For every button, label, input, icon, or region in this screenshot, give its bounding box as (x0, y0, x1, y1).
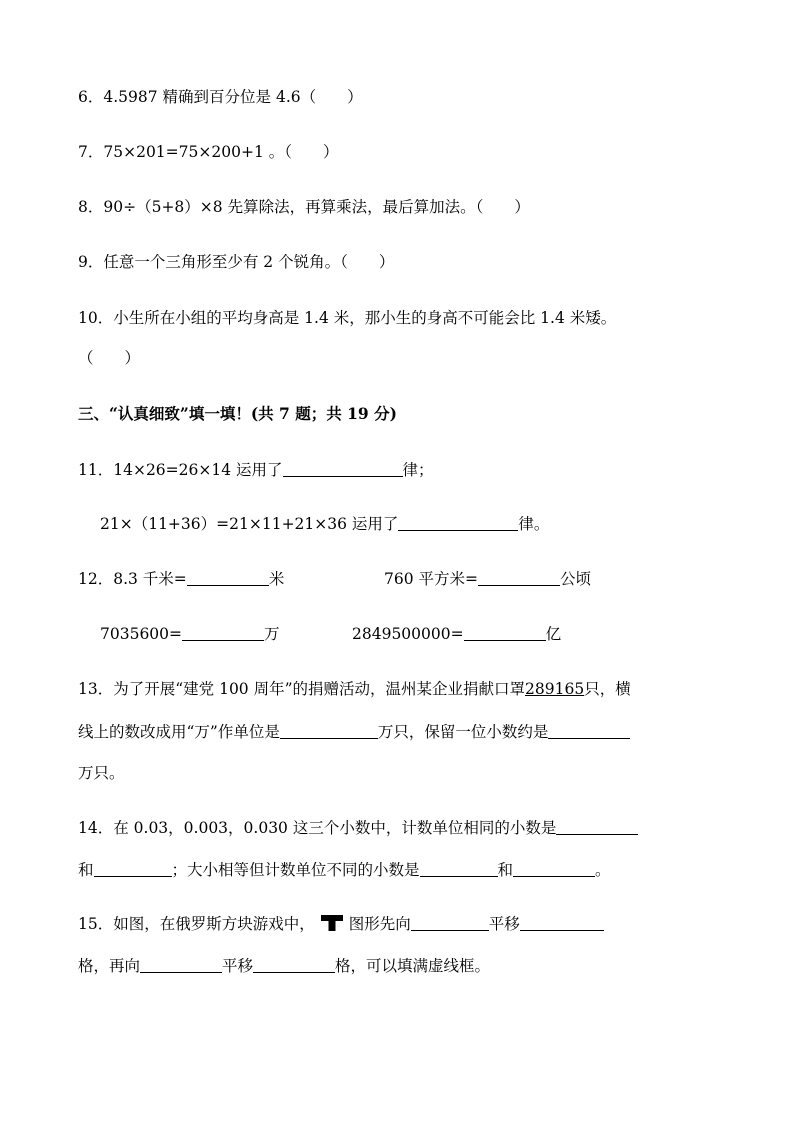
question-text: 760 平方米= (384, 570, 478, 588)
question-14-line-2 (78, 860, 611, 880)
question-number: 13． (78, 680, 114, 698)
question-text: 75×201=75×200+1 。（ ） (103, 143, 339, 161)
question-15 (78, 914, 604, 934)
question-number: 9． (78, 253, 104, 271)
question-12-part-2 (384, 569, 591, 589)
question-text: 只，横 (584, 680, 631, 698)
question-number: 15． (78, 915, 114, 933)
question-text: 8.3 千米= (113, 570, 187, 588)
question-11-part-2 (100, 514, 549, 534)
question-text: 律。 (518, 515, 550, 533)
question-12-part-3 (100, 624, 280, 644)
question-text: 4.5987 精确到百分位是 4.6（ ） (103, 88, 363, 106)
answer-blank[interactable] (520, 915, 604, 931)
question-text: 平移 (488, 915, 520, 933)
question-text: 和 (497, 861, 514, 879)
question-text: 任意一个三角形至少有 2 个锐角。（ ） (103, 253, 395, 271)
question-10 (78, 308, 616, 328)
answer-blank[interactable] (478, 570, 560, 586)
question-14 (78, 818, 638, 838)
question-text: 公顷 (560, 570, 592, 588)
answer-blank[interactable] (556, 819, 638, 835)
answer-blank[interactable] (464, 625, 546, 641)
answer-blank[interactable] (280, 723, 378, 739)
question-8 (78, 197, 530, 217)
answer-blank[interactable] (283, 461, 403, 477)
question-number: 8． (78, 198, 104, 216)
answer-blank[interactable] (253, 957, 335, 973)
answer-blank[interactable] (411, 915, 489, 931)
question-number: 11． (78, 461, 114, 479)
answer-blank[interactable] (140, 957, 222, 973)
tetromino-t-icon (321, 915, 343, 931)
question-number: 10． (78, 309, 114, 327)
underlined-number: 289165 (525, 680, 585, 698)
question-text: 为了开展“建党 100 周年”的捐赠活动，温州某企业捐献口罩 (113, 680, 526, 698)
question-6 (78, 87, 363, 107)
answer-blank[interactable] (187, 570, 269, 586)
question-text: 7035600= (100, 625, 183, 643)
question-text: 亿 (545, 625, 562, 643)
answer-blank[interactable] (420, 861, 498, 877)
question-text: 14×26=26×14 运用了 (113, 461, 283, 479)
question-text: 在 0.03，0.003，0.030 这三个小数中，计数单位相同的小数是 (113, 819, 557, 837)
question-text: 格，可以填满虚线框。 (335, 957, 491, 975)
question-7 (78, 142, 338, 162)
answer-paren: （ ） (78, 349, 141, 367)
question-number: 12． (78, 570, 114, 588)
answer-blank[interactable] (513, 861, 595, 877)
question-12 (78, 569, 284, 589)
question-text: 如图，在俄罗斯方块游戏中， (113, 915, 315, 933)
section-heading: 三、“认真细致”填一填！(共 7 题；共 19 分) (78, 404, 397, 423)
question-number: 6． (78, 88, 104, 106)
question-text: 万 (264, 625, 280, 643)
question-text: 和 (78, 861, 94, 879)
question-15-line-2 (78, 956, 490, 976)
question-number: 7． (78, 143, 104, 161)
answer-blank[interactable] (398, 515, 518, 531)
question-9 (78, 252, 394, 272)
question-12-part-4 (352, 624, 561, 644)
question-text: 90÷（5+8）×8 先算除法，再算乘法，最后算加法。（ ） (103, 198, 530, 216)
answer-blank[interactable] (94, 861, 172, 877)
question-text: 图形先向 (348, 915, 411, 933)
question-text: 。 (595, 861, 611, 879)
answer-blank[interactable] (182, 625, 264, 641)
answer-blank[interactable] (548, 723, 630, 739)
question-13 (78, 679, 631, 699)
question-text: 2849500000= (352, 625, 464, 643)
question-text: 线上的数改成用“万”作单位是 (78, 723, 280, 741)
question-13-line-3: 万只。 (78, 764, 125, 782)
question-text: 平移 (222, 957, 254, 975)
question-text: 万只，保留一位小数约是 (377, 723, 549, 741)
question-text: 21×（11+36）=21×11+21×36 运用了 (100, 515, 399, 533)
question-13-line-2 (78, 722, 630, 742)
question-text: ；大小相等但计数单位不同的小数是 (171, 861, 420, 879)
question-text: 米 (268, 570, 285, 588)
question-text: 律； (402, 461, 434, 479)
question-number: 14． (78, 819, 114, 837)
question-text: 小生所在小组的平均身高是 1.4 米，那小生的身高不可能会比 1.4 米矮。 (113, 309, 617, 327)
question-11 (78, 460, 434, 480)
question-text: 格，再向 (78, 957, 141, 975)
